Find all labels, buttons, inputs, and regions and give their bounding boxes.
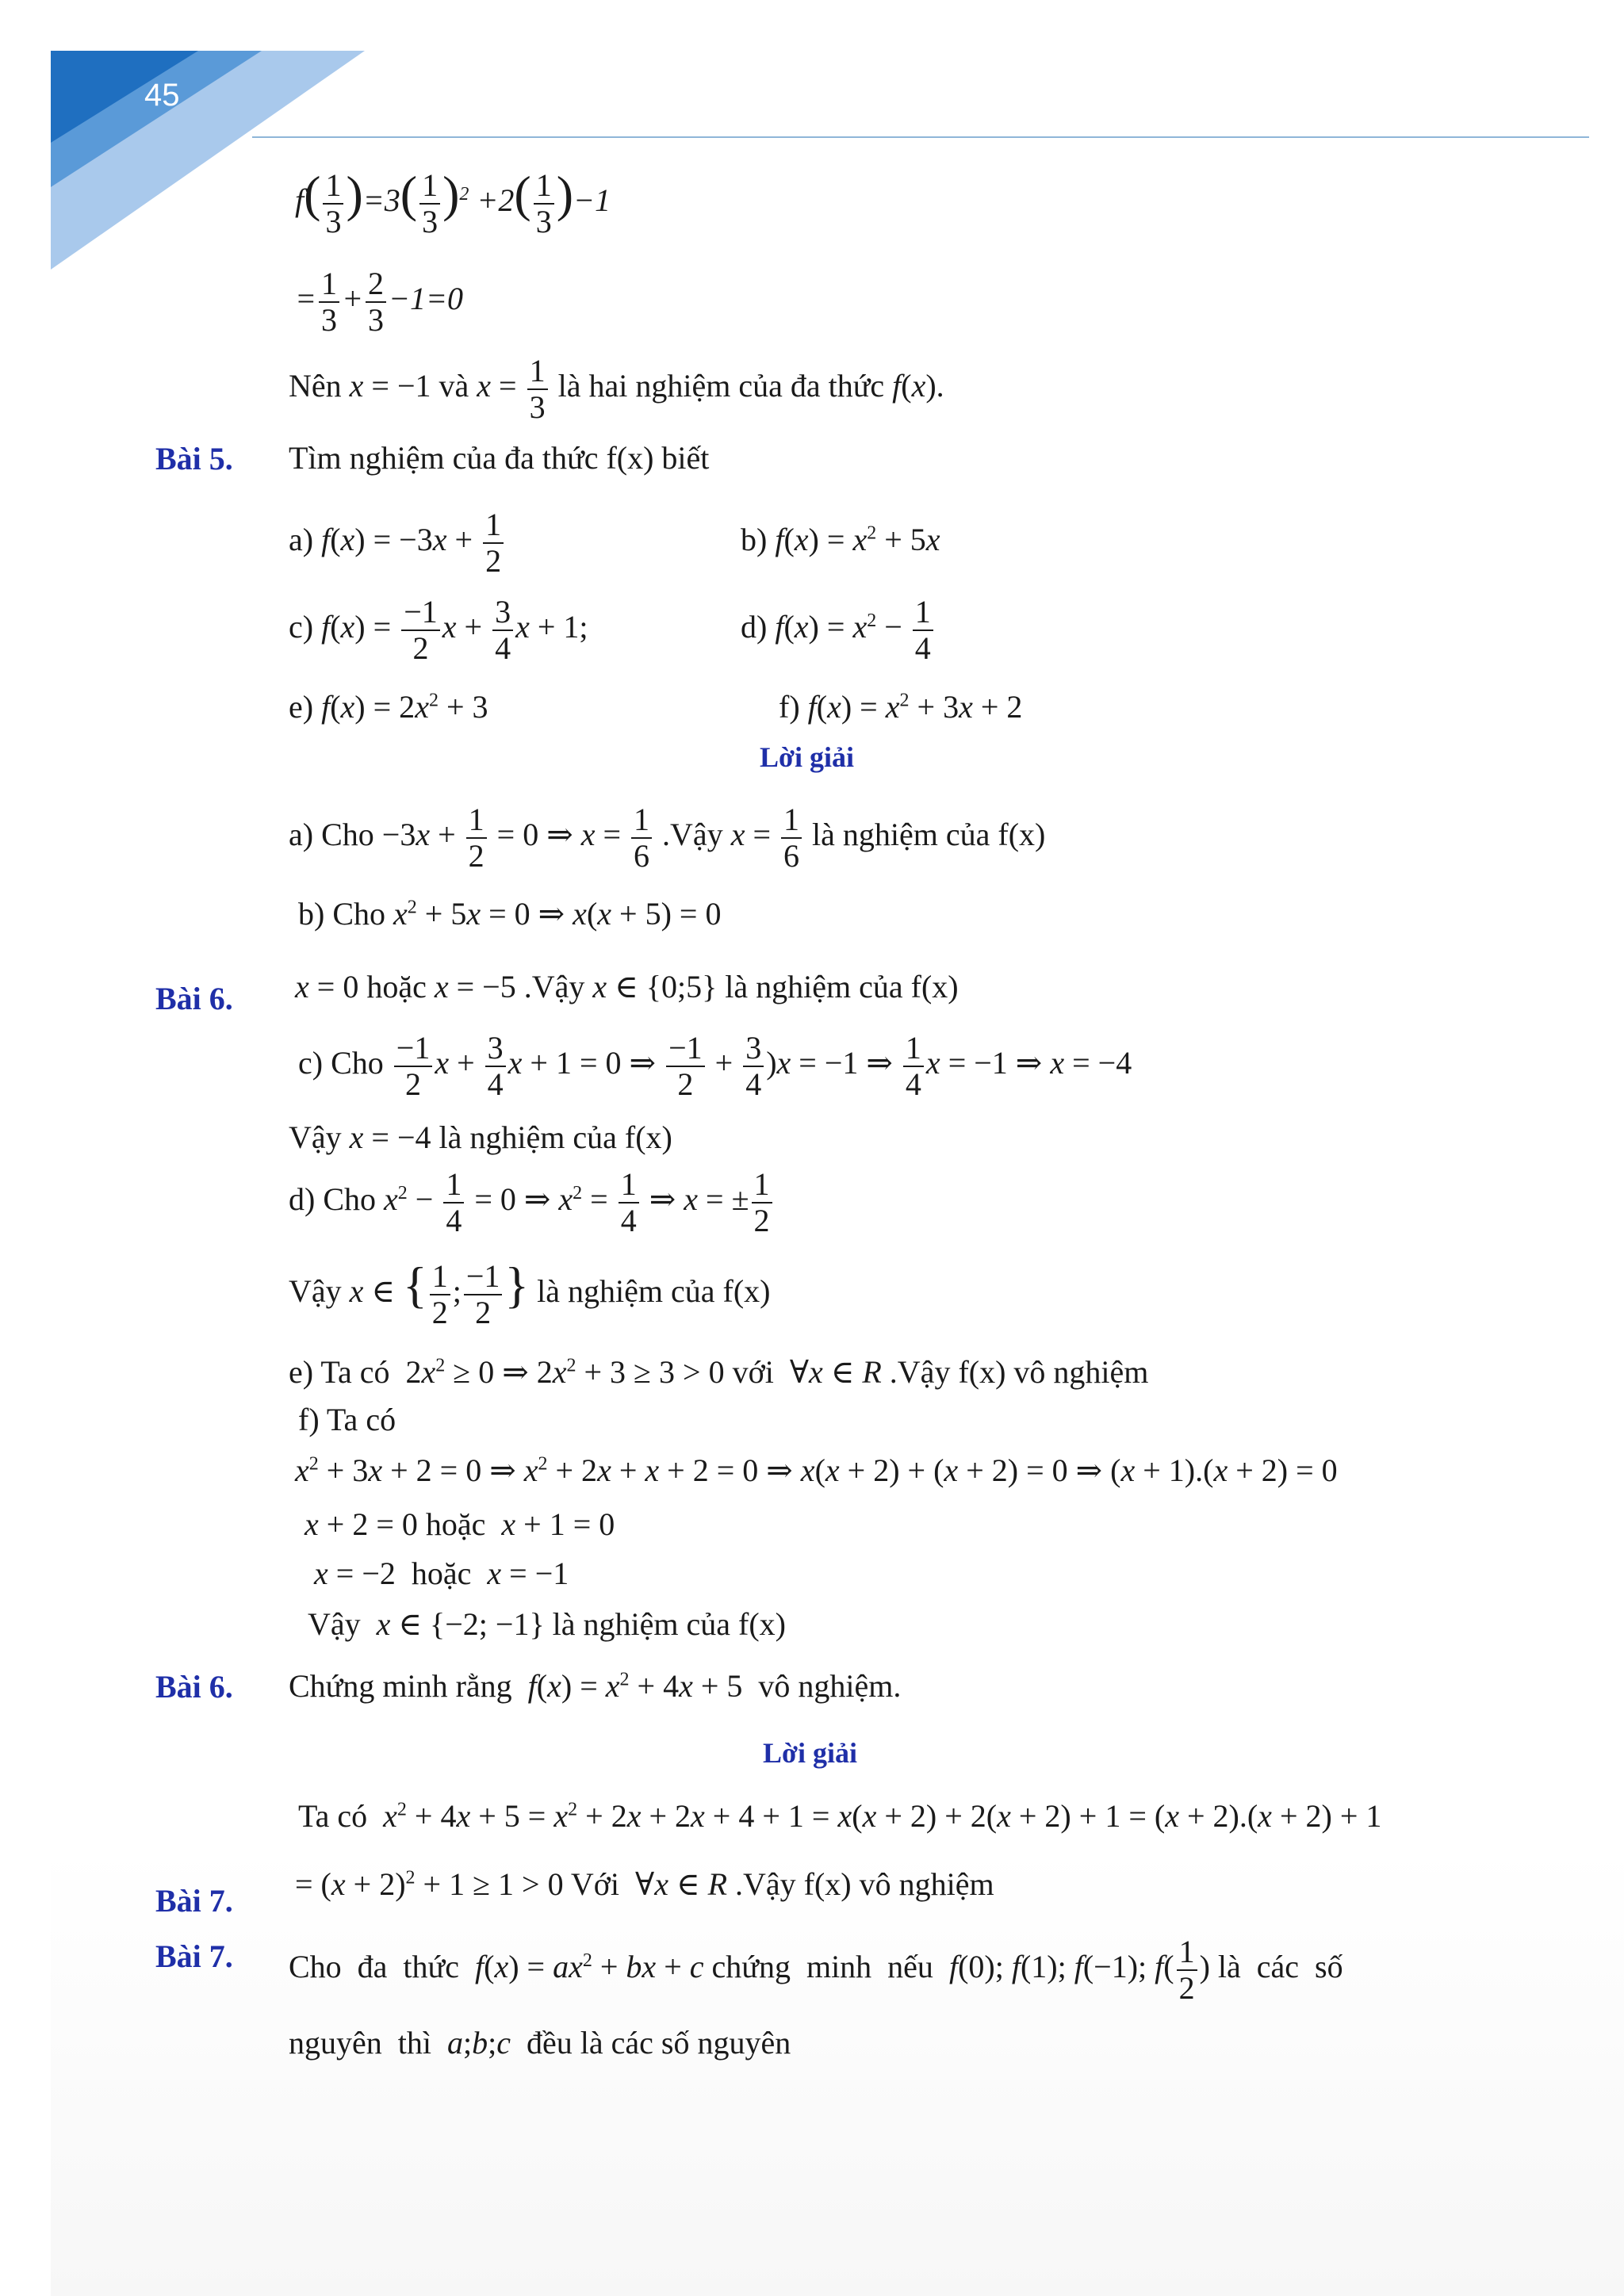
page-number: 45 <box>144 78 180 113</box>
content-line-19: f) Ta có <box>298 1402 396 1437</box>
exercise-label-6b: Bài 6. <box>155 1669 233 1705</box>
content-line-15: Vậy x = −4 là nghiệm của f(x) <box>289 1119 672 1155</box>
solution-heading-2: Lời giải <box>763 1737 857 1769</box>
content-line-5: a) f(x) = −3x + $\frac{1}{2}$ <box>289 507 506 579</box>
content-line-4: Tìm nghiệm của đa thức f(x) biết <box>289 440 710 476</box>
solution-heading-1: Lời giải <box>760 741 854 773</box>
content-line-20: $x^2 + 3x + 2 = 0$ ⇒ $x^2 + 2x + x + 2 = 0$ ⇒ x(x + 2) + (x + 2) = 0 ⇒ (x + 1).(x + 2) = 0 <box>295 1452 1338 1488</box>
content-line-24: Chứng minh rằng $f(x) = x^2 + 4x + 5$ vô nghiệm. <box>289 1668 902 1704</box>
content-line-21: x + 2 = 0 hoặc x + 1 = 0 <box>304 1506 615 1542</box>
exercise-label-7b: Bài 7. <box>155 1938 233 1974</box>
content-line-18: e) Ta có $2x^2 \ge 0$ ⇒ $2x^2 + 3 \ge 3 > 0$ với ∀x ∈ R .Vậy f(x) vô nghiệm <box>289 1354 1149 1390</box>
exercise-label-7a: Bài 7. <box>155 1883 233 1919</box>
content-line-2: = $\frac{1}{3}$ + $\frac{2}{3}$ −1=0 <box>295 266 463 338</box>
content-line-13: x = 0 hoặc x = −5 .Vậy x ∈ {0;5} là nghiệm của f(x) <box>295 969 959 1004</box>
content-line-1: f( $\frac{1}{3}$ )=3( $\frac{1}{3}$ )$^2$ +2( $\frac{1}{3}$ )−1 <box>295 166 611 239</box>
content-line-25: Ta có $x^2 + 4x + 5 = x^2 + 2x + 2x + 4 + 1 = x(x + 2) + 2(x + 2) + 1 = (x + 2).(x + 2) + 1$ <box>298 1798 1382 1834</box>
content-line-14: c) Cho $\frac{-1}{2}$ x + $\frac{3}{4}$ x + 1 = 0 ⇒ $\frac{-1}{2}$ + $\frac{3}{4}$ )x = −1 ⇒ $\frac{1}{4}$ x = −1 ⇒ x = −4 <box>298 1030 1132 1102</box>
content-line-28: nguyên thì a;b;c đều là các số nguyên <box>289 2025 791 2061</box>
content-line-10: f) $f(x) = x^2 + 3x + 2$ <box>779 689 1023 725</box>
content-line-26: = $(x + 2)^2 + 1 \ge 1 > 0$ Với ∀x ∈ R .Vậy f(x) vô nghiệm <box>295 1866 994 1902</box>
exercise-label-6a: Bài 6. <box>155 981 233 1016</box>
content-line-11: a) Cho −3x + $\frac{1}{2}$ = 0 ⇒ x = $\frac{1}{6}$ .Vậy x = $\frac{1}{6}$ là nghiệm của f(x) <box>289 802 1046 874</box>
content-line-8: d) $f(x) = x^2$ − $\frac{1}{4}$ <box>741 595 936 666</box>
content-line-12: b) Cho $x^2 + 5x = 0$ ⇒ x(x + 5) = 0 <box>298 896 722 932</box>
content-line-3: Nên x = −1 và x = $\frac{1}{3}$ là hai nghiệm của đa thức f(x). <box>289 353 944 425</box>
content-line-23: Vậy x ∈ {−2; −1} là nghiệm của f(x) <box>308 1606 786 1642</box>
exercise-label-5: Bài 5. <box>155 441 233 476</box>
content-line-27: Cho đa thức $f(x) = ax^2$ + bx + c chứng minh nếu f(0); f(1); f(−1); f( $\frac{1}{2}$ ) là các số <box>289 1934 1343 2006</box>
content-line-22: x = −2 hoặc x = −1 <box>314 1556 569 1591</box>
content-line-17: Vậy x ∈ { $\frac{1}{2}$ ; $\frac{-1}{2}$ } là nghiệm của f(x) <box>289 1257 771 1330</box>
content-line-9: e) $f(x) = 2x^2 + 3$ <box>289 689 488 725</box>
content-line-6: b) $f(x) = x^2 + 5x$ <box>741 522 940 557</box>
content-line-16: d) Cho $x^2$ − $\frac{1}{4}$ = 0 ⇒ $x^2$ = $\frac{1}{4}$ ⇒ x = ± $\frac{1}{2}$ <box>289 1167 775 1238</box>
content-line-7: c) f(x) = $\frac{-1}{2}$ x + $\frac{3}{4}$ x + 1; <box>289 594 588 666</box>
header-rule <box>252 136 1589 138</box>
